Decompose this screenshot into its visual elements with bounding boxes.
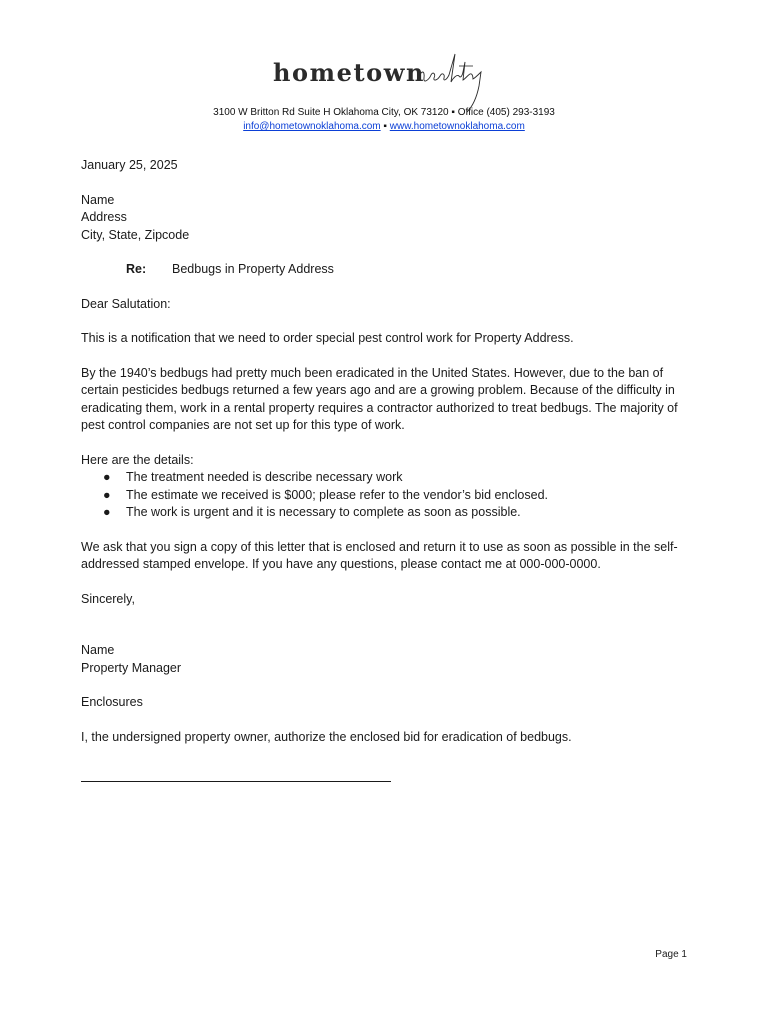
company-phone: Office (405) 293-3193 <box>457 107 555 118</box>
signer-name: Name <box>81 643 115 657</box>
letter-body <box>81 157 687 782</box>
page-number: Page 1 <box>655 949 687 960</box>
subject-label: Re: <box>126 262 147 276</box>
logo-wordmark: hometown <box>272 58 426 87</box>
list-item <box>81 469 687 487</box>
paragraph-request: We ask that you sign a copy of this letter that is enclosed and return it to use as soon as possible in the self-addressed stamped envelope. If you have any questions, please contact me at 000-000-0000. <box>81 539 678 571</box>
authorization-statement: I, the undersigned property owner, authorize the enclosed bid for eradication of bedbugs. <box>81 729 572 744</box>
details-list <box>81 469 687 522</box>
list-item <box>81 487 687 505</box>
list-item-text: The work is urgent and it is necessary to complete as soon as possible. <box>126 505 521 519</box>
email-link[interactable]: info@hometownoklahoma.com <box>243 121 381 132</box>
closing: Sincerely, <box>81 591 135 606</box>
list-item-text: The treatment needed is describe necessary work <box>126 470 403 484</box>
subject-text: Bedbugs in Property Address <box>172 262 334 276</box>
bullet-icon: ● <box>103 470 111 484</box>
paragraph-background: By the 1940’s bedbugs had pretty much been eradicated in the United States. However, due to the ban of certain pesticides bedbugs returned a few years ago and are a growing problem. Because of the difficulty in eradicating them, work in a rental property requires a contractor authorized to treat bedbugs. The majority of pest control companies are not set up for this type of work. <box>81 365 678 432</box>
letter-date: January 25, 2025 <box>81 158 178 172</box>
company-links <box>0 120 768 134</box>
salutation: Dear Salutation: <box>81 296 171 311</box>
list-item <box>81 504 687 522</box>
subject-line <box>81 261 687 279</box>
recipient-city: City, State, Zipcode <box>81 227 190 242</box>
company-address: 3100 W Britton Rd Suite H Oklahoma City, OK 73120 <box>213 107 449 118</box>
list-item-text: The estimate we received is $000; please refer to the vendor’s bid enclosed. <box>126 487 549 502</box>
bullet-icon: ● <box>103 487 111 502</box>
recipient-name: Name <box>81 192 115 207</box>
separator-bullet: ▪ <box>383 121 387 132</box>
recipient-address: Address <box>81 210 127 224</box>
company-address-line <box>0 106 768 120</box>
signature-line <box>81 780 391 782</box>
paragraph-notification: This is a notification that we need to order special pest control work for Property Address. <box>81 331 574 345</box>
details-intro: Here are the details: <box>81 452 194 467</box>
bullet-icon: ● <box>103 505 111 519</box>
enclosures-label: Enclosures <box>81 695 143 709</box>
company-logo <box>273 48 495 102</box>
signer-title: Property Manager <box>81 660 182 675</box>
separator-bullet: ▪ <box>451 107 455 118</box>
letterhead <box>0 48 768 134</box>
website-link[interactable]: www.hometownoklahoma.com <box>389 121 525 132</box>
logo-script-realty <box>415 48 495 118</box>
